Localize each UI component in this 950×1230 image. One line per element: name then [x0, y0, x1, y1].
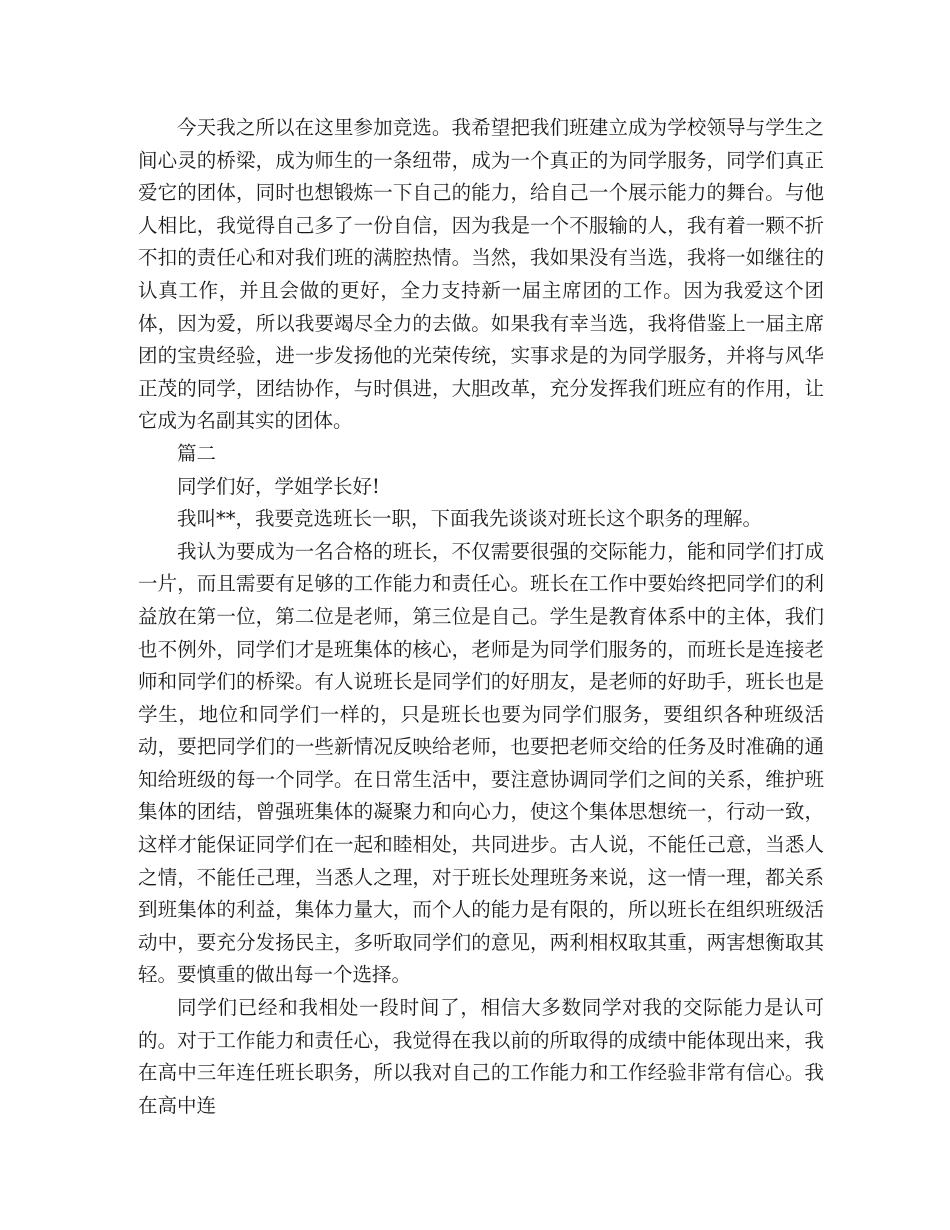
paragraph-monitor-role: 我认为要成为一名合格的班长，不仅需要很强的交际能力，能和同学们打成一片，而且需要有足够的工作能力和责任心。班长在工作中要始终把同学们的利益放在第一位，第二位是老师，第三位是自己。学生是教育体系中的主体，我们也不例外，同学们才是班集体的核心，老师是为同学们服务的，而班长是连接老师和同学们的桥梁。有人说班长是同学们的好朋友，是老师的好助手，班长也是学生，地位和同学们一样的，只是班长也要为同学们服务，要组织各种班级活动，要把同学们的一些新情况反映给老师，也要把老师交给的任务及时准确的通知给班级的每一个同学。在日常生活中，要注意协调同学们之间的关系，维护班集体的团结，曾强班集体的凝聚力和向心力，使这个集体思想统一，行动一致，这样才能保证同学们在一起和睦相处，共同进步。古人说，不能任己意，当悉人之情，不能任己理，当悉人之理，对于班长处理班务来说，这一情一理，都关系到班集体的利益，集体力量大，而个人的能力是有限的，所以班长在组织班级活动中，要充分发扬民主，多听取同学们的意见，两利相权取其重，两害想衡取其轻。要慎重的做出每一个选择。 — [138, 539, 824, 987]
section-heading: 篇二 — [177, 441, 217, 465]
paragraph-experience: 同学们已经和我相处一段时间了，相信大多数同学对我的交际能力是认可的。对于工作能力和责任心，我觉得在我以前的所取得的成绩中能体现出来，我在高中三年连任班长职务，所以我对自己的工作能力和工作经验非常有信心。我在高中连 — [138, 996, 824, 1117]
paragraph-campaign-reason: 今天我之所以在这里参加竞选。我希望把我们班建立成为学校领导与学生之间心灵的桥梁，成为师生的一条纽带，成为一个真正的为同学服务，同学们真正爱它的团体，同时也想锻炼一下自己的能力，给自己一个展示能力的舞台。与他人相比，我觉得自己多了一份自信，因为我是一个不服输的人，我有着一颗不折不扣的责任心和对我们班的满腔热情。当然，我如果没有当选，我将一如继往的认真工作，并且会做的更好，全力支持新一届主席团的工作。因为我爱这个团体，因为爱，所以我要竭尽全力的去做。如果我有幸当选，我将借鉴上一届主席团的宝贵经验，进一步发扬他的光荣传统，实事求是的为同学服务，并将与风华正茂的同学，团结协作，与时俱进，大胆改革，充分发挥我们班应有的作用，让它成为名副其实的团体。 — [138, 116, 824, 433]
paragraph-greeting: 同学们好，学姐学长好! — [177, 474, 380, 498]
paragraph-introduction: 我叫**，我要竞选班长一职，下面我先谈谈对班长这个职务的理解。 — [177, 507, 763, 531]
document-body — [138, 112, 824, 1122]
